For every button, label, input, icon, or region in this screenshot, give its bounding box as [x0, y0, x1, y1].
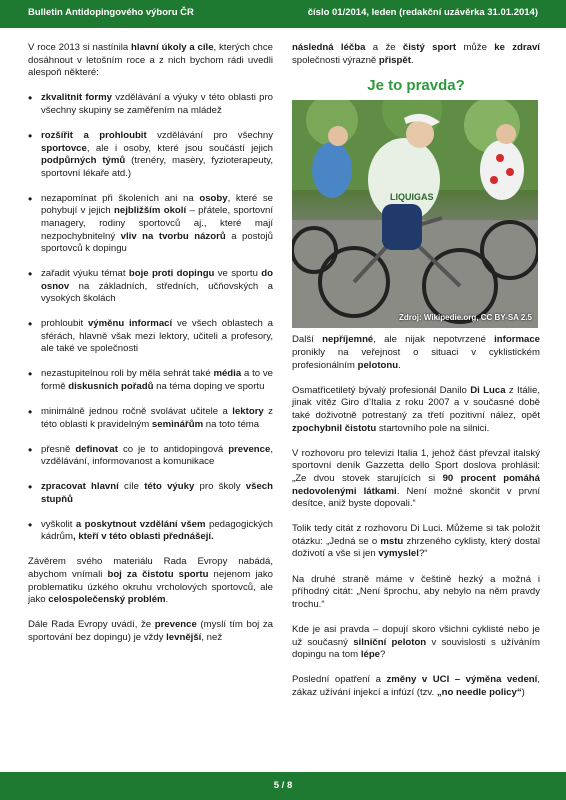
- body-text: ve všech oblastech a sférách, hlavně však mezi lektory, učiteli a profesory, ale také ve společnosti: [41, 318, 273, 355]
- emphasis-text: pelotonu: [357, 359, 399, 371]
- body-text: (myslí tím boj za sportování bez dopingu) je vždy: [28, 619, 274, 643]
- body-text: .: [398, 359, 401, 371]
- list-item: [28, 519, 273, 544]
- body-text: na toto téma: [203, 418, 260, 430]
- emphasis-text: vliv na tvorbu názorů: [120, 230, 226, 242]
- emphasis-text: všech stupňů: [41, 481, 273, 505]
- conclusion-paragraph: [28, 556, 273, 606]
- emphasis-text: hlavní úkoly a cíle: [131, 42, 214, 53]
- body-text: vzdělávání pro všechny: [146, 129, 273, 141]
- emphasis-text: Di Luca: [470, 384, 506, 396]
- truth-paragraph: [292, 624, 540, 662]
- body-text: vyškolit: [41, 518, 73, 530]
- emphasis-text: informace: [494, 334, 540, 346]
- list-item: [28, 318, 273, 356]
- goals-list: [28, 92, 273, 544]
- body-text: nejenom jako problematiku úzkého okruhu vrcholových sportovců, ale jako: [28, 568, 273, 606]
- uci-paragraph: [292, 674, 540, 699]
- body-text: , zákaz užívání injekcí a infúzí (tzv.: [292, 674, 540, 698]
- body-text: na téma doping ve sportu: [153, 381, 265, 393]
- emphasis-text: boje proti dopingu: [128, 268, 215, 280]
- news-paragraph: [292, 334, 540, 372]
- emphasis-text: lépe: [360, 649, 381, 661]
- right-column: [292, 42, 540, 712]
- body-text: na základních, středních, učňovských a vysokých školách: [41, 280, 273, 305]
- body-text: vzdělávání a výuky v této oblasti pro všechny skupiny se zaměřením na mládež: [41, 92, 274, 116]
- emphasis-text: této výuky: [138, 481, 200, 493]
- emphasis-text: do osnov: [41, 268, 273, 292]
- cyclists-photo: [292, 100, 538, 328]
- body-text: nezapomínat při školeních ani na: [41, 192, 200, 204]
- body-text: cíle: [124, 481, 139, 493]
- prevention-paragraph: [28, 619, 273, 644]
- emphasis-text: diskusních pořadů: [68, 381, 154, 393]
- body-text: prohloubit: [41, 318, 88, 330]
- list-item: [28, 193, 273, 256]
- emphasis-text: celospolečenský problém: [48, 594, 166, 606]
- emphasis-text: definovat: [75, 443, 118, 455]
- body-text: , ale nijak nepotvrzené: [373, 334, 495, 346]
- body-text: .: [410, 54, 414, 66]
- list-item: [28, 268, 273, 306]
- emphasis-text: vymyslel: [378, 548, 419, 560]
- emphasis-text: levnější: [166, 631, 202, 643]
- bulletin-title: Bulletin Antidopingového výboru ČR: [28, 7, 194, 18]
- svg-text:LIQUIGAS: LIQUIGAS: [390, 192, 434, 203]
- emphasis-text: 90 procent pomáhá nedovolenými látkami: [292, 472, 540, 497]
- body-text: pro školy: [199, 481, 241, 493]
- body-text: co je to antidopingová: [117, 443, 229, 455]
- emphasis-text: lektory: [232, 406, 264, 417]
- photo-credit: Zdroj: Wikipedie.org, CC BY-SA 2.5: [399, 312, 532, 322]
- body-text: a postojů sportovců k dopingu: [41, 230, 273, 255]
- emphasis-text: „no needle policy“: [436, 687, 522, 698]
- body-text: pedagogických kádrům: [41, 518, 273, 543]
- body-text: V roce 2013 si nastínila: [28, 42, 132, 53]
- body-text: ve sportu: [214, 268, 262, 280]
- body-text: společnosti výrazně: [292, 54, 379, 66]
- body-text: Osmatřicetiletý bývalý profesionál Danilo: [292, 384, 471, 396]
- body-text: z Itálie, jinak vítěz Giro d’Italia z roku 2007 a v současné době také doživotně potrestaný za třetí pozitivní nález, opět: [292, 384, 540, 421]
- body-text: může: [456, 42, 495, 53]
- intro-paragraph: [28, 42, 273, 80]
- body-text: , vzdělávání, informovanost a komunikace: [41, 443, 273, 468]
- issue-info: číslo 01/2014, leden (redakční uzávěrka 31.01.2014): [307, 7, 538, 18]
- body-text: .: [165, 594, 169, 606]
- body-text: Tolik tedy citát z rozhovoru Di Luci. Můžeme si tak položit otázku: „Jedná se o: [292, 523, 540, 547]
- body-text: . Není možné skončit v první desítce, aniž byste dopovali.“: [292, 485, 540, 510]
- body-text: , ale i osoby, které jsou součástí jejich: [86, 142, 273, 154]
- emphasis-text: boj za čistotu sportu: [107, 568, 209, 580]
- body-text: , které se pohybují v jejich: [41, 192, 273, 217]
- body-text: Závěrem svého materiálu Rada Evropy nabádá, abychom vnímali: [28, 556, 273, 580]
- list-item: [28, 92, 273, 117]
- body-text: a že: [365, 42, 403, 53]
- header-bar: [0, 0, 566, 28]
- proverb-paragraph: [292, 574, 540, 612]
- list-item: [28, 481, 273, 506]
- body-text: Na druhé straně máme v češtině hezký a možná i příhodný citát: „Není šprochu, aby nebylo na něm pravdy trochu.“: [292, 573, 540, 610]
- list-item: [28, 444, 273, 469]
- body-text: Kde je asi pravda – dopují skoro všichni cyklisté nebo je už současný: [292, 624, 540, 648]
- body-text: (trenéry, masėry, fyzioterapeuty, sportovní lékaře atd.): [41, 155, 274, 179]
- emphasis-text: čistý sport: [402, 42, 457, 53]
- continued-paragraph: [292, 42, 540, 67]
- body-text: V rozhovoru pro televizi Italia 1, jehož část převzal italský sportovní deník Gazzetta dello Sport doslova prohlásil: „Ze dvou stovek starujících si: [292, 447, 540, 484]
- emphasis-text: zkvalitnit formy: [41, 92, 112, 104]
- body-text: ): [521, 687, 525, 698]
- body-text: startovního pole na silnici.: [376, 422, 490, 434]
- body-text: zařadit výuku témat: [41, 268, 129, 280]
- interview-paragraph: [292, 448, 540, 511]
- emphasis-text: přispět: [378, 54, 411, 66]
- body-text: , než: [201, 631, 223, 643]
- emphasis-text: zpochybnil čistotu: [292, 422, 377, 434]
- footer-bar: [0, 772, 566, 800]
- body-text: přesně: [41, 443, 76, 455]
- body-text: minimálně jednou ročně svolávat učitele a: [41, 406, 233, 417]
- emphasis-text: ke zdraví: [494, 42, 540, 53]
- emphasis-text: , kteří v této oblasti přednášejí.: [73, 531, 214, 543]
- page-number: 5 / 8: [273, 780, 293, 791]
- emphasis-text: nejbližším okolí: [114, 205, 187, 217]
- emphasis-text: zpracovat hlavní: [41, 481, 125, 493]
- body-text: zhrzeného cyklisty, který dostal doživotí a vše si jen: [292, 535, 540, 560]
- emphasis-text: nepříjemné: [322, 334, 374, 346]
- emphasis-text: a poskytnout vzdělání všem: [72, 518, 209, 530]
- body-text: – přátele, sportovní managery, rodiny sportovců aj., které mají nezpochybnitelný: [41, 205, 273, 242]
- emphasis-text: výměnu informací: [87, 318, 173, 330]
- emphasis-text: média: [213, 368, 242, 380]
- emphasis-text: rozšířit a prohloubit: [41, 129, 147, 141]
- emphasis-text: mstu: [380, 535, 404, 547]
- body-text: z této oblasti k pravidelným: [41, 406, 273, 430]
- list-item: [28, 368, 273, 393]
- emphasis-text: podpůrných týmů: [41, 155, 126, 167]
- emphasis-text: změny v UCI – výměna vedení: [386, 674, 538, 686]
- emphasis-text: následná léčba: [292, 42, 366, 53]
- emphasis-text: seminářům: [151, 418, 204, 430]
- list-item: [28, 130, 273, 180]
- body-text: Dále Rada Evropy uvádí, že: [28, 619, 155, 631]
- question-paragraph: [292, 523, 540, 561]
- body-text: , kterých chce dosáhnout v letošním roce a z nich bychom rádi uvedli alespoň některé:: [28, 42, 273, 79]
- cyclists-illustration: [292, 100, 538, 328]
- body-text: v souvislosti s užíváním dopingu na tom: [292, 636, 541, 661]
- body-text: ?: [380, 649, 386, 661]
- di-luca-paragraph: [292, 385, 540, 435]
- body-text: Poslední opatření a: [292, 674, 387, 686]
- emphasis-text: prevence: [154, 619, 197, 631]
- body-text: ?“: [418, 548, 428, 560]
- emphasis-text: prevence: [228, 443, 271, 455]
- body-text: nezastupitelnou roli by měla sehrát také: [41, 368, 214, 380]
- emphasis-text: osoby: [199, 192, 228, 204]
- body-text: Další: [292, 334, 323, 346]
- section-heading: Je to pravda?: [367, 76, 465, 94]
- body-text: pronikly na veřejnost o situaci v cyklistickém profesionálním: [292, 346, 540, 371]
- emphasis-text: sportovce: [41, 142, 87, 154]
- list-item: [28, 406, 273, 431]
- emphasis-text: silniční peloton: [353, 636, 427, 648]
- left-column: [28, 42, 273, 657]
- body-text: a to ve formě: [41, 368, 273, 393]
